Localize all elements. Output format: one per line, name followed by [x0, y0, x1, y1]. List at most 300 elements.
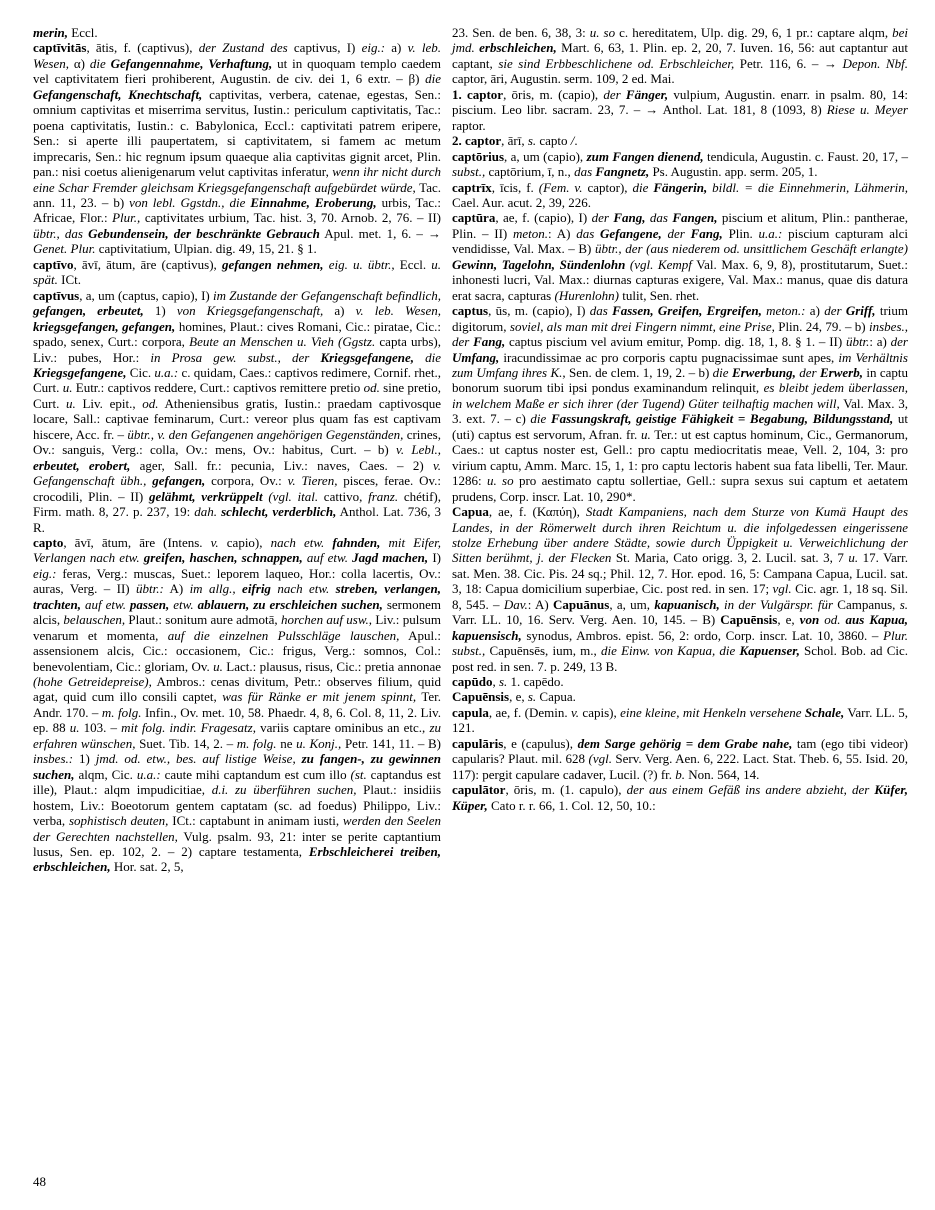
text-run: u.: [213, 658, 223, 674]
text-run: es bleibt jedem überlassen, in welchem Maße er sich ihrer (der Tugend) Güter teilhaftig machen will,: [452, 380, 908, 411]
text-run: aus Kapua, kapuensisch,: [452, 612, 908, 643]
text-run: erbschleichen,: [479, 40, 557, 56]
text-run: erbeutet, erobert,: [33, 457, 131, 473]
text-run: Plur.,: [112, 210, 141, 226]
text-run: übtr., das: [33, 225, 89, 241]
text-run: , a, um,: [609, 596, 655, 612]
text-run: u. so: [589, 25, 616, 40]
text-run: Serv. Verg. Aen. 6, 222. Lact. Stat. Theb. 6, 55. Isid. 20, 117): pergit capulare cadaver, Lucil. (?) fr.: [452, 751, 908, 782]
text-run: u.a.:: [136, 766, 161, 782]
text-run: tam (ego tibi videor) capularis? Plaut. mil. 628: [452, 735, 909, 767]
text-run: : a): [869, 334, 891, 350]
text-run: captōrium, ī, n.,: [485, 164, 575, 180]
text-run: eig.:: [33, 565, 57, 581]
text-run: 103. –: [79, 720, 122, 736]
text-run: pro aestimato captu sollertiae, Gell.: supra sexus sui captum et aetatem prudens, Corp. inscr. Lat. 10, 290*.: [452, 473, 908, 504]
text-run: captandus est ille), Plaut.: alqm impudicitiae,: [33, 766, 442, 798]
text-run: Anthol. Lat. 736, 3 R.: [33, 504, 442, 535]
text-run: Capua: [452, 504, 489, 520]
text-run: trium digitorum,: [452, 303, 909, 334]
text-run: ager, Sall. fr.: pecunia, Liv.: naves, Caes. – 2): [130, 457, 433, 473]
text-run: 1): [143, 303, 177, 319]
dictionary-entry: [452, 180, 908, 211]
text-run: ut (uti) captus est servorum, Afran. fr.: [452, 411, 909, 442]
text-run: auf etw.: [85, 596, 130, 612]
text-run: Plin.: [722, 225, 759, 241]
text-run: u. spät.: [33, 256, 442, 288]
text-run: captōrius: [452, 148, 504, 164]
text-run: Cic. agr. 1, 18 sq. Sil. 8, 545. –: [452, 581, 908, 612]
text-run: Einnahme, Eroberung,: [250, 194, 377, 210]
dictionary-entry: [452, 705, 908, 736]
text-run: ICt.: captabunt in animam iusti,: [168, 813, 343, 829]
text-run: Capuēnsēs, ium, m.,: [485, 643, 601, 659]
text-run: Eccl.: [68, 25, 98, 40]
text-run: wenn ihr nicht durch eine Schar Fremder gleichsam Kriegsgefangenschaft aufgebürdet würde,: [33, 164, 441, 195]
text-run: : A): [527, 596, 553, 612]
text-run: das: [576, 225, 601, 241]
text-run: die: [712, 364, 732, 380]
text-run: (vgl. Kempf: [629, 256, 692, 272]
text-run: u.: [640, 426, 651, 442]
text-run: capio),: [218, 534, 271, 550]
text-run: , ae, f. (Demin.: [488, 704, 571, 720]
text-run: auf etw.: [306, 550, 353, 566]
text-run: Cato r. r. 66, 1. Col. 12, 50, 10.:: [487, 797, 656, 813]
text-run: .: [574, 133, 578, 149]
text-run: vulpium, Augustin. enarr. in psalm. 80, 14: piscium. Leo libr. sacram. 23, 7. – → Anthol. Lat. 181, 8 (1093, 8): [452, 86, 908, 118]
text-run: von Kriegsgefangenschaft,: [176, 303, 324, 319]
text-run: : A): [548, 225, 577, 241]
dictionary-entry: [452, 149, 908, 180]
text-run: eig.:: [361, 40, 386, 56]
text-run: kriegsgefangen, gefangen,: [33, 318, 176, 334]
text-run: (Fem. v.: [538, 179, 583, 195]
text-run: feras, Verg.: muscas, Suet.: leporem laqueo, Hor.: colla lacertis, Ov.: auras, Verg. – II): [33, 565, 441, 597]
text-run: v. Tieren,: [287, 473, 338, 489]
text-run: Gefangenschaft, Knechtschaft,: [33, 86, 203, 102]
text-run: Erbschleicherei treiben, erbschleichen,: [33, 844, 442, 875]
text-run: Val. Max. 6, 9, 8), prostitutarum, Suet.: inhonesti lucri, Val. Max.: diurnas capturas exigere, Val. Max.: manus, quae dis datura erat sacra, capturas: [452, 256, 908, 303]
text-run: Riese u. Meyer: [826, 102, 908, 118]
text-run: Gewinn, Tagelohn, Sündenlohn: [452, 256, 626, 272]
text-run: Gefangennahme, Verhaftung,: [110, 55, 273, 71]
text-run: v.: [210, 534, 219, 550]
text-run: die: [425, 71, 441, 87]
text-run: der: [667, 225, 691, 241]
text-run: Fang,: [473, 334, 506, 350]
text-run: bei jmd.: [452, 25, 909, 56]
text-run: d.i. zu überführen suchen,: [211, 782, 357, 798]
text-run: u.a.:: [154, 364, 179, 380]
text-run: u. Konj.,: [296, 735, 342, 751]
text-run: c. hereditatem, Ulp. dig. 29, 6, 1 pr.: captare alqm,: [615, 25, 893, 40]
text-run: gefangen nehmen,: [221, 256, 324, 272]
dictionary-entry: [452, 303, 908, 504]
text-run: der aus einem Gefäß ins andere abzieht, der: [626, 782, 875, 798]
text-run: die: [425, 349, 441, 365]
text-run: das: [589, 303, 613, 319]
text-run: v. leb. Wesen,: [33, 40, 441, 71]
dictionary-entry: [33, 40, 441, 256]
text-run: u.: [62, 380, 73, 396]
text-run: Mart. 6, 63, 1. Plin. ep. 2, 20, 7. Iuven. 16, 56: aut captantur aut captant,: [452, 40, 909, 71]
text-run: werden den Seelen der Gerechten nachstellen,: [33, 813, 442, 844]
text-run: α): [69, 55, 90, 71]
text-run: insbes.:: [33, 751, 74, 767]
text-run: m. folg.: [236, 735, 277, 751]
text-run: Umfang,: [452, 349, 500, 365]
text-run: gefangen, erbeutet,: [33, 303, 144, 319]
dictionary-entry: [33, 535, 441, 875]
dictionary-entry: [33, 257, 441, 288]
text-run: , ae, f. (Καπύη),: [488, 504, 586, 520]
text-run: sine pretio, Curt.: [33, 380, 441, 411]
text-run: Fang,: [690, 225, 723, 241]
text-run: meton.:: [766, 303, 806, 319]
text-run: subst.,: [452, 164, 486, 180]
text-run: s.: [498, 674, 508, 690]
text-run: Plur. subst.,: [452, 627, 908, 659]
text-run: Eutr.: captivos reddere, Curt.: captivos remittere pretio: [72, 380, 364, 396]
text-run: bildl. = die Einnehmerin, Lähmerin,: [712, 179, 909, 195]
text-run: (st.: [350, 766, 367, 782]
text-run: was für Ränke er mit jenem spinnt,: [222, 689, 417, 705]
dictionary-entry: [452, 504, 908, 674]
text-run: Lact.: plausus, risus, Cic.: pretia annonae: [222, 658, 441, 674]
text-run: captivitatium, Ulpian. dig. 49, 15, 21. § 1.: [95, 241, 317, 257]
text-run: u.: [848, 550, 859, 566]
text-run: Liv.: pulsum venarum et momenta,: [33, 612, 441, 643]
text-run: Val. Max. 3, 3. ext. 7. – c): [452, 395, 908, 427]
text-run: passen,: [129, 596, 174, 612]
text-run: der: [824, 303, 846, 319]
text-run: , e (capulus),: [503, 735, 578, 751]
text-run: Suet. Tib. 14, 2. –: [135, 735, 237, 751]
dictionary-entry: [33, 25, 441, 40]
text-run: Sen. de clem. 1, 19, 2. – b): [565, 364, 713, 380]
text-run: alqm, Cic.: [74, 766, 137, 782]
text-run: captus: [452, 303, 489, 319]
text-run: von: [799, 612, 825, 628]
text-run: captūra: [452, 210, 496, 226]
dictionary-entry: [452, 674, 908, 689]
text-run: captivitates urbium, Tac. hist. 3, 70. Arnob. 2, 76. – II): [140, 210, 441, 226]
text-run: Ter. Andr. 170. –: [33, 689, 441, 720]
text-run: Kapuenser,: [739, 643, 800, 659]
text-run: Cael. Aur. acut. 2, 39, 226.: [452, 194, 592, 210]
text-run: m. folg.: [101, 704, 142, 720]
text-run: crines, Ov.: sanguis, Verg.: colla, Ov.: mens, Ov.: habitus, Curt. – b): [33, 426, 441, 458]
dictionary-entry: [33, 288, 441, 535]
text-run: v. leb. Wesen,: [355, 303, 441, 319]
text-run: Campanus,: [833, 596, 900, 612]
text-run: ICt.: [57, 272, 82, 288]
right-column: [452, 25, 908, 875]
text-run: Plin. 24, 79. – b): [774, 318, 869, 334]
text-run: v. Gefangenschaft übh.,: [33, 457, 441, 489]
text-run: nach etw.: [277, 581, 336, 597]
text-run: ,: [492, 674, 499, 690]
text-run: piscium capturam alci vendidisse, Val. Max. – B): [452, 225, 908, 257]
text-run: Fang,: [613, 210, 650, 226]
text-run: 1. capēdo.: [507, 674, 564, 690]
text-run: meton.: [513, 225, 549, 241]
text-run: St. Maria, Cato origg. 3, 2. Lucil. sat. 3, 7: [611, 550, 849, 566]
text-run: capulāris: [452, 735, 504, 751]
text-run: (vgl. ital.: [268, 488, 319, 504]
text-run: sermonem alcis,: [33, 596, 441, 628]
text-run: Non. 564, 14.: [685, 766, 760, 782]
text-run: capis),: [579, 704, 621, 720]
text-run: Petr. 141, 11. – B): [341, 735, 441, 751]
text-run: tulit, Sen. rhet.: [619, 287, 700, 303]
text-run: von lebl. Ggstdn., die: [129, 194, 251, 210]
text-run: Gebundensein, der beschränkte Gebrauch: [88, 225, 320, 241]
text-run: Capuānus: [552, 596, 610, 612]
text-run: gelähmt, verkrüppelt: [148, 488, 263, 504]
text-run: Eccl.: [394, 256, 432, 272]
text-run: a): [805, 303, 825, 319]
dictionary-entry: [452, 782, 908, 813]
text-run: Liv. epit.,: [75, 395, 143, 411]
text-run: Fangen,: [672, 210, 718, 226]
text-run: merin,: [33, 25, 69, 40]
text-run: Plaut.: insidiis hostem, Liv.: Boeotorum gentem captatam (sc. ad foedus) Philippo, Liv.: verba,: [33, 782, 442, 829]
text-run: Erwerb,: [819, 364, 863, 380]
text-run: fahnden,: [332, 534, 389, 550]
text-run: A): [163, 581, 190, 597]
text-run: a): [385, 40, 408, 56]
text-run: übtr.:: [136, 581, 164, 597]
text-run: captīvitās: [33, 40, 87, 56]
text-run: Capuēnsis: [720, 612, 778, 628]
dictionary-entry: [452, 133, 908, 148]
text-run: mit Eifer, Verlangen nach etw.: [33, 534, 441, 566]
text-run: Jagd machen,: [352, 550, 429, 566]
text-run: im Verhältnis zum Umfang ihres K.,: [452, 349, 908, 380]
text-run: (Hurenlohn): [554, 287, 620, 303]
text-run: /: [570, 133, 575, 149]
text-run: auf die einzelnen Pulsschläge lauschen,: [167, 627, 400, 643]
text-run: , ūs, m. (capio), I): [488, 303, 590, 319]
text-run: schlecht, verderblich,: [221, 504, 337, 520]
text-run: jmd. od. etw., bes. auf listige Weise,: [95, 751, 302, 767]
text-run: ne: [276, 735, 297, 751]
text-run: Tac. ann. 11, 23. – b): [33, 179, 441, 210]
text-run: Fängerin,: [653, 179, 713, 195]
text-run: Griff,: [845, 303, 876, 319]
text-run: synodus, Ambros. epist. 56, 2: ordo, Corp. inscr. Lat. 10, 3860. –: [521, 627, 884, 643]
text-run: Depon. Nbf.: [842, 55, 908, 71]
text-run: Stadt Kampaniens, nach dem Sturze von Kumä Haupt des Landes, in der Römerwelt durch ihren Reichtum u. die infolgedessen eingerissene stolze Erhebung über andere Städte, sowie durch Üppigkeit u. Verweichlichung der Sitten berühmt, j. der Flecken: [452, 504, 909, 566]
text-run: capto: [33, 534, 64, 550]
text-run: 17. Varr. sat. Men. 38. Cic. Pis. 24 sq.; Phil. 12, 7. Hor. epod. 16, 5: Campana Capua, Lucil. sat. 3, 18: Capua domicilium superbiae, Cic. post red. in sen. 17;: [452, 550, 908, 597]
text-run: vgl.: [772, 581, 792, 597]
text-run: c. quidam, Caes.: captivos redimere, Cornif. rhet., Curt.: [33, 364, 441, 396]
text-run: franz.: [368, 488, 399, 504]
text-run: I): [428, 550, 441, 566]
text-run: Petr. 116, 6. – →: [734, 55, 843, 71]
text-run: urbis, Tac.: Africae, Flor.:: [33, 194, 441, 226]
text-run: ablauern, zu erschleichen suchen,: [197, 596, 383, 612]
text-run: horchen auf usw.,: [280, 612, 373, 628]
text-run: , e,: [777, 612, 800, 628]
text-run: der: [603, 86, 626, 102]
text-run: Ter.: ut est captus hominum, Cic., Germanorum, Caes.: ut captus noster est, Gell.: pro captu mediocritatis meae, Vell. 2, 104, 3: pro virium captu, Amm. Marc. 15, 1, 1: pro captu lectoris habent sua fata libelli, Ter. Maur. 1286:: [452, 426, 908, 489]
text-run: der Zustand des: [198, 40, 288, 56]
text-run: die: [89, 55, 111, 71]
text-run: der: [890, 334, 908, 350]
text-run: zum Fangen dienend,: [586, 148, 704, 164]
text-run: Kriegsgefangene,: [33, 364, 127, 380]
text-run: Fassen, Greifen, Ergreifen,: [612, 303, 767, 319]
text-run: sophistisch deuten,: [68, 813, 169, 829]
text-run: die: [530, 411, 551, 427]
text-run: caute mihi captandum est cum illo: [160, 766, 351, 782]
text-run: greifen, haschen, schnappen,: [143, 550, 307, 566]
text-run: (vgl.: [588, 751, 612, 767]
text-run: übtr.: [845, 334, 870, 350]
text-run: mit folg. indir. Fragesatz,: [121, 720, 256, 736]
text-run: Hor. sat. 2, 5,: [110, 859, 184, 875]
text-run: homines, Plaut.: cives Romani, Cic.: piratae, Cic.: spado, senex, Curt.: corpora,: [33, 318, 441, 350]
text-run: captor),: [582, 179, 633, 195]
text-run: insbes., der: [452, 318, 908, 350]
text-run: raptor.: [452, 117, 486, 133]
text-run: pisces, ferae. Ov.: crocodili, Plin. – II): [33, 473, 442, 504]
dictionary-entry: [452, 689, 908, 704]
text-run: Cic.: [126, 364, 155, 380]
text-run: Dav.: [503, 596, 528, 612]
text-run: Gefangene,: [600, 225, 668, 241]
text-run: capula: [452, 704, 489, 720]
text-run: 2. captor: [452, 133, 502, 149]
text-run: in der Vulgärspr. für: [723, 596, 834, 612]
text-run: variis captare ominibus an etc.,: [255, 720, 430, 736]
text-run: Vulg. psalm. 93, 21: inter se perite captantium lusus, Sen. ep. 102, 2. – 2) captare testamenta,: [33, 828, 441, 860]
text-run: , ōris, m. (capio),: [503, 86, 604, 102]
text-run: Fangnetz,: [595, 164, 650, 180]
text-run: captīvo: [33, 256, 74, 272]
text-run: , e,: [509, 689, 528, 705]
text-run: Küfer, Küper,: [452, 782, 909, 813]
text-run: u.: [66, 395, 76, 411]
text-run: chétif), Firm. math. 8, 27. p. 237, 19:: [33, 488, 441, 520]
page-number: 48: [33, 1174, 46, 1189]
text-run: übtr., v. den Gefangenen angehörigen Gegenständen,: [127, 426, 404, 442]
text-run: sie sind Erbbeschlichene od. Erbschleicher,: [498, 55, 735, 71]
text-run: Genet. Plur.: [33, 241, 96, 257]
text-run: u.a.:: [758, 225, 783, 241]
text-run: Apul.: assensionem alcis, Cic.: occasionem, Cic.: frigus, Verg.: somnos, Col.: benevolentiam, Cic.: gloriam, Ov.: [33, 627, 441, 674]
text-run: u.: [69, 720, 80, 736]
text-run: od.: [142, 395, 159, 411]
text-run: etw.: [173, 596, 198, 612]
text-run: s.: [899, 596, 909, 612]
text-run: , āvī, ātum, āre (Intens.: [63, 534, 211, 550]
text-run: der: [591, 210, 614, 226]
text-run: dem Sarge gehörig = dem Grabe nahe,: [577, 735, 793, 751]
dictionary-entry: [452, 25, 908, 87]
text-run: Erwerbung,: [731, 364, 800, 380]
text-run: captivus, I): [287, 40, 362, 56]
text-run: a): [323, 303, 356, 319]
dictionary-entry: [452, 736, 908, 782]
text-run: belauschen,: [63, 612, 126, 628]
text-run: eig. u. übtr.,: [328, 256, 395, 272]
text-run: capta urbs), Liv.: pubes, Hor.:: [33, 334, 441, 365]
text-run: tendicula, Augustin. c. Faust. 20, 17, –: [703, 148, 908, 164]
text-run: captor, āri, Augustin. serm. 109, 2 ed. Mai.: [452, 71, 675, 87]
text-run: übtr., der (aus niederem od. unsittlichem Geschäft erlangte): [594, 241, 908, 257]
text-run: , ōris, m. (1. capulo),: [505, 782, 627, 798]
text-run: im allg.,: [189, 581, 243, 597]
text-run: gefangen,: [152, 473, 206, 489]
text-run: 23. Sen. de ben. 6, 38, 3:: [452, 25, 590, 40]
text-run: capulātor: [452, 782, 506, 798]
text-run: captīvus: [33, 287, 80, 303]
text-run: u. so: [486, 473, 514, 489]
text-run: dah.: [194, 504, 217, 520]
text-run: , a, um (captus, capio), I): [79, 287, 214, 303]
text-run: soviel, als man mit drei Fingern nimmt, eine Prise,: [509, 318, 775, 334]
text-run: , īcis, f.: [491, 179, 539, 195]
text-run: 1): [73, 751, 96, 767]
text-run: v. Lebl.,: [396, 442, 441, 458]
text-run: piscium et alitum, Plin.: pantherae, Plin. – II): [452, 210, 909, 241]
text-run: Schol. Bob. ad Cic. post red. in sen. 7. p. 249, 13 B.: [452, 643, 909, 674]
dictionary-entry: [452, 210, 908, 303]
text-run: captivitas, verbera, catenae, egestas, Sen.: omnium captivitas et miserrima servitus, Iustin.: periculum captivitatis, Tac.: poena captivitatis, Iustin.: c. Babylonica, Eccl.: captivitati patrem eripere, Sen.: si aperte illi paupertatem, si captivitatem, si famem ac metum imprecaris, Sen.: hic regnum ipsum quaeque alia captivitas gignit arcet, Plin. pan.: nisi coetus alienigenarum velut captivitas inferatur,: [33, 86, 441, 180]
text-run: die: [632, 179, 654, 195]
text-run: s.: [527, 689, 537, 705]
text-run: in captu bonorum suorum tibi ipsi pondus examinandum relinquit,: [452, 364, 908, 396]
text-run: Atheniensibus gratis, Iustin.: praedam captivosque locare, Sall.: captivae feminarum, Curt.: vereor plus quam fas est captivam hiscere, Acc. fr. –: [33, 395, 441, 442]
text-run: nach etw.: [270, 534, 333, 550]
text-run: Varr. LL. 5, 121.: [452, 704, 909, 736]
text-run: Ps. Augustin. app. serm. 205, 1.: [649, 164, 818, 180]
text-run: das: [649, 210, 673, 226]
text-run: cattivo,: [318, 488, 369, 504]
text-run: s.: [527, 133, 537, 149]
left-column: [33, 25, 441, 875]
dictionary-entry: [452, 87, 908, 133]
text-run: eine kleine, mit Henkeln versehene: [620, 704, 805, 720]
text-run: der: [799, 364, 820, 380]
text-run: od.: [363, 380, 380, 396]
text-run: captrīx: [452, 179, 492, 195]
text-columns: [33, 25, 908, 875]
text-run: 1. captor: [452, 86, 504, 102]
text-run: , ārī,: [501, 133, 528, 149]
text-run: die Einw. von Kapua, die: [601, 643, 740, 659]
text-run: eifrig: [242, 581, 278, 597]
text-run: od.: [824, 612, 846, 628]
text-run: Apul. met. 1, 6. – →: [319, 225, 442, 241]
text-run: Infin., Ov. met. 10, 58. Phaedr. 4, 8, 6. Col. 8, 11, 2. Liv. ep. 88: [33, 704, 441, 736]
text-run: capto: [536, 133, 571, 149]
text-run: das: [574, 164, 596, 180]
text-run: , āvī, ātum, āre (captivus),: [73, 256, 222, 272]
text-run: capūdo: [452, 674, 493, 690]
text-run: Capua.: [536, 689, 576, 705]
text-run: v.: [570, 704, 580, 720]
text-run: , a, um (capio),: [504, 148, 587, 164]
text-run: kapuanisch,: [654, 596, 724, 612]
text-run: Beute an Menschen u. Vieh (Ggstz.: [189, 334, 376, 350]
text-run: captus piscium vel avium emitur, Pomp. dig. 18, 1, 8. § 1. – II): [505, 334, 846, 350]
